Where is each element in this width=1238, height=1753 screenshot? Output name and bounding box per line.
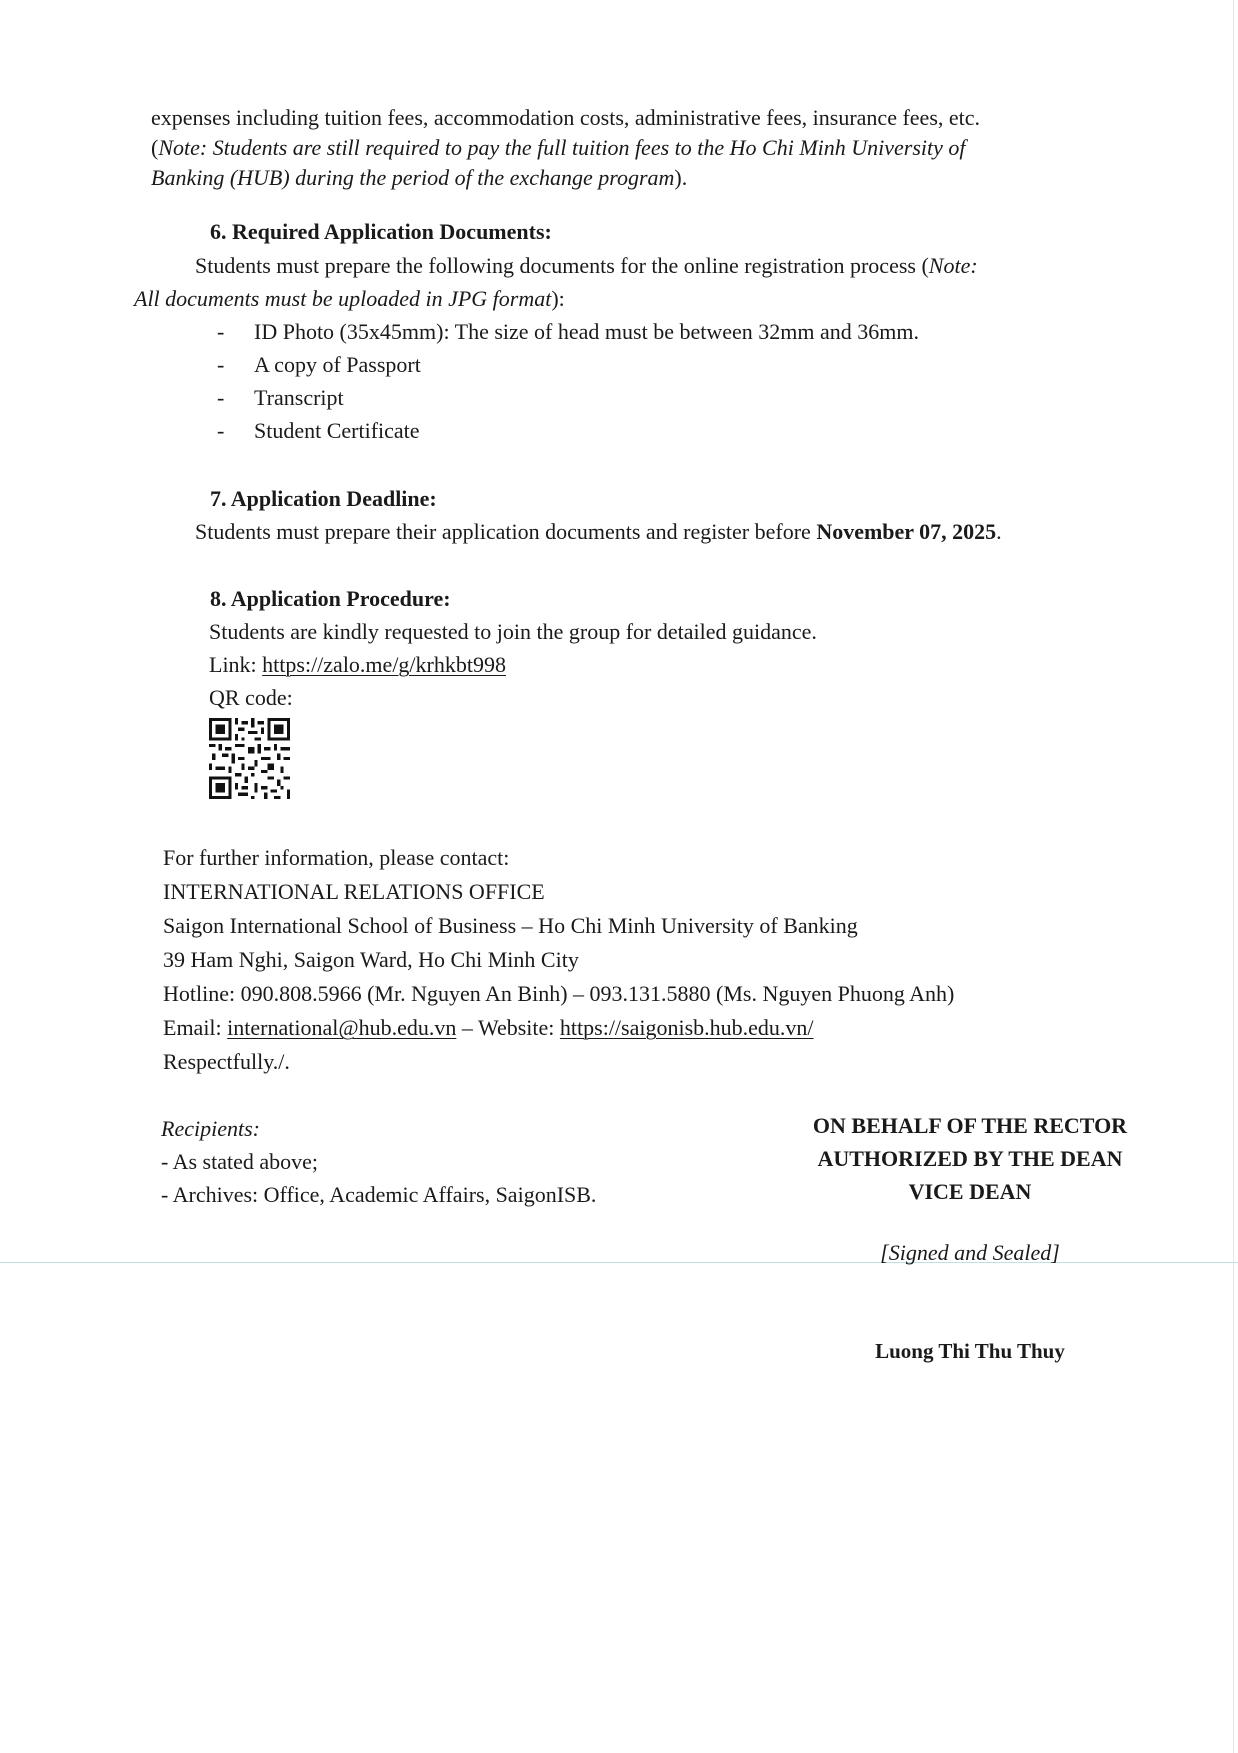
intro-close: ): (551, 286, 565, 311)
section6-intro-line2 (134, 284, 565, 314)
note-text-line2: Banking (HUB) during the period of the exchange program (151, 165, 675, 190)
section5-continuation: expenses including tuition fees, accommodation costs, administrative fees, insurance fees, etc. (151, 105, 981, 130)
section6-heading: 6. Required Application Documents: (210, 219, 552, 244)
list-item: ID Photo (35x45mm): The size of head must be between 32mm and 36mm. (254, 319, 919, 344)
link-label: Link: (209, 652, 263, 677)
section7-heading: 7. Application Deadline: (210, 486, 437, 511)
recipient-item: - As stated above; (161, 1149, 319, 1174)
section8-heading: 8. Application Procedure: (210, 586, 451, 611)
intro-note-text: All documents must be uploaded in JPG format (134, 286, 552, 311)
signature-title-line2: AUTHORIZED BY THE DEAN (817, 1146, 1123, 1171)
deadline-end: . (996, 519, 1002, 544)
list-item-marker: - (217, 352, 225, 377)
deadline-text: Students must prepare their application documents and register before (195, 519, 817, 544)
contact-intro: For further information, please contact: (163, 845, 510, 870)
signatory-name: Luong Thi Thu Thuy (875, 1339, 1065, 1363)
contact-school: Saigon International School of Business – Ho Chi Minh University of Banking (163, 913, 858, 938)
section8-text: Students are kindly requested to join the group for detailed guidance. (209, 619, 817, 644)
intro-text: Students must prepare the following documents for the online registration process ( (195, 253, 929, 278)
intro-note-label: Note: (928, 253, 978, 278)
email-link[interactable]: international@hub.edu.vn (227, 1015, 457, 1040)
signature-title-line1: ON BEHALF OF THE RECTOR (812, 1113, 1128, 1138)
recipient-item: - Archives: Office, Academic Affairs, SaigonISB. (161, 1182, 597, 1207)
list-item-marker: - (217, 418, 225, 443)
zalo-group-link[interactable]: https://zalo.me/g/krhkbt998 (262, 652, 506, 677)
section7-text (195, 517, 1002, 547)
note-close-paren: ). (674, 165, 688, 190)
signed-sealed-note: [Signed and Sealed] (880, 1240, 1060, 1265)
email-label: Email: (163, 1015, 228, 1040)
note-open-paren: ( (151, 135, 159, 160)
section5-note-line2 (151, 163, 687, 193)
note-text-line1: Note: Students are still required to pay the full tuition fees to the Ho Chi Minh University of (158, 135, 966, 160)
contact-address: 39 Ham Nghi, Saigon Ward, Ho Chi Minh City (163, 947, 579, 972)
list-item: A copy of Passport (254, 352, 421, 377)
contact-email-line (163, 1013, 814, 1043)
section8-link-line (209, 650, 506, 680)
deadline-date: November 07, 2025 (816, 519, 997, 544)
qr-label: QR code: (209, 685, 293, 710)
website-link[interactable]: https://saigonisb.hub.edu.vn/ (559, 1015, 814, 1040)
qr-code-image[interactable] (209, 718, 290, 799)
contact-hotline: Hotline: 090.808.5966 (Mr. Nguyen An Binh) – 093.131.5880 (Ms. Nguyen Phuong Anh) (163, 981, 955, 1006)
list-item-marker: - (217, 385, 225, 410)
section5-note-line1 (151, 133, 966, 163)
closing-text: Respectfully./. (163, 1049, 290, 1074)
list-item-marker: - (217, 319, 225, 344)
list-item: Student Certificate (254, 418, 420, 443)
recipients-heading: Recipients: (161, 1116, 260, 1141)
signature-title-line3: VICE DEAN (908, 1179, 1032, 1204)
contact-office: INTERNATIONAL RELATIONS OFFICE (163, 879, 545, 904)
list-item: Transcript (254, 385, 344, 410)
website-label: – Website: (456, 1015, 560, 1040)
section6-intro-line1 (195, 251, 978, 281)
page-edge-shadow (1233, 0, 1234, 1753)
